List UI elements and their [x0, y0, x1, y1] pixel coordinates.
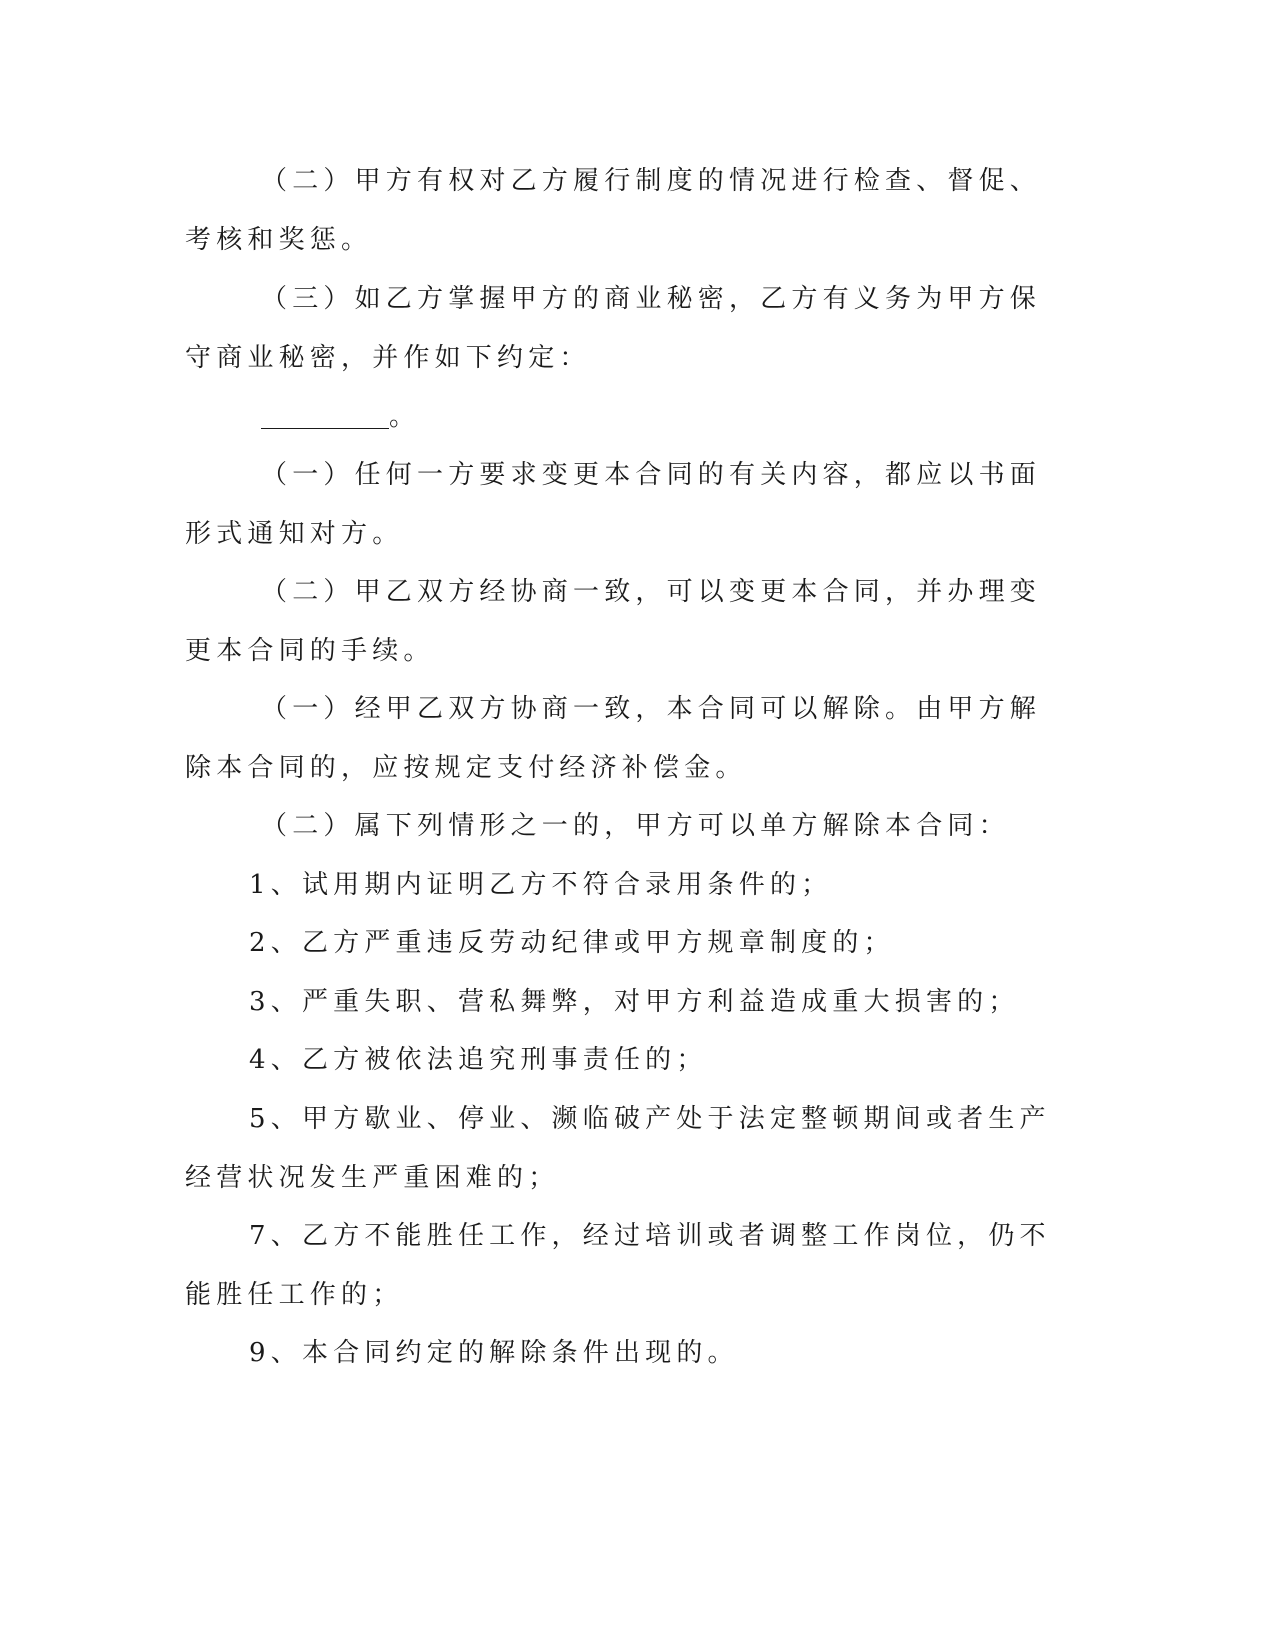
list-item-7: 7、乙方不能胜任工作，经过培训或者调整工作岗位，仍不能胜任工作的；	[185, 1221, 1051, 1310]
list-item-4: 4、乙方被依法追究刑事责任的；	[249, 1045, 708, 1075]
list-item-3: 3、严重失职、营私舞弊，对甲方利益造成重大损害的；	[249, 987, 1020, 1017]
blank-fill-line: 。	[261, 388, 420, 447]
underline-blank	[261, 402, 389, 429]
paragraph-mutual-termination: （一）经甲乙双方协商一致，本合同可以解除。由甲方解除本合同的，应按规定支付经济补偿金。	[185, 694, 1042, 783]
paragraph-supervision-rights: （二）甲方有权对乙方履行制度的情况进行检查、督促、考核和奖惩。	[185, 166, 1042, 255]
paragraph-change-notice: （一）任何一方要求变更本合同的有关内容，都应以书面形式通知对方。	[185, 460, 1042, 549]
list-item-1: 1、试用期内证明乙方不符合录用条件的；	[249, 870, 833, 900]
list-item-9: 9、本合同约定的解除条件出现的。	[249, 1338, 739, 1368]
paragraph-trade-secrets: （三）如乙方掌握甲方的商业秘密，乙方有义务为甲方保守商业秘密，并作如下约定：	[185, 284, 1042, 373]
list-item-5: 5、甲方歇业、停业、濒临破产处于法定整顿期间或者生产经营状况发生严重困难的；	[185, 1104, 1051, 1193]
paragraph-change-procedure: （二）甲乙双方经协商一致，可以变更本合同，并办理变更本合同的手续。	[185, 577, 1042, 666]
paragraph-unilateral-termination: （二）属下列情形之一的，甲方可以单方解除本合同：	[261, 811, 1010, 841]
list-item-2: 2、乙方严重违反劳动纪律或甲方规章制度的；	[249, 928, 895, 958]
